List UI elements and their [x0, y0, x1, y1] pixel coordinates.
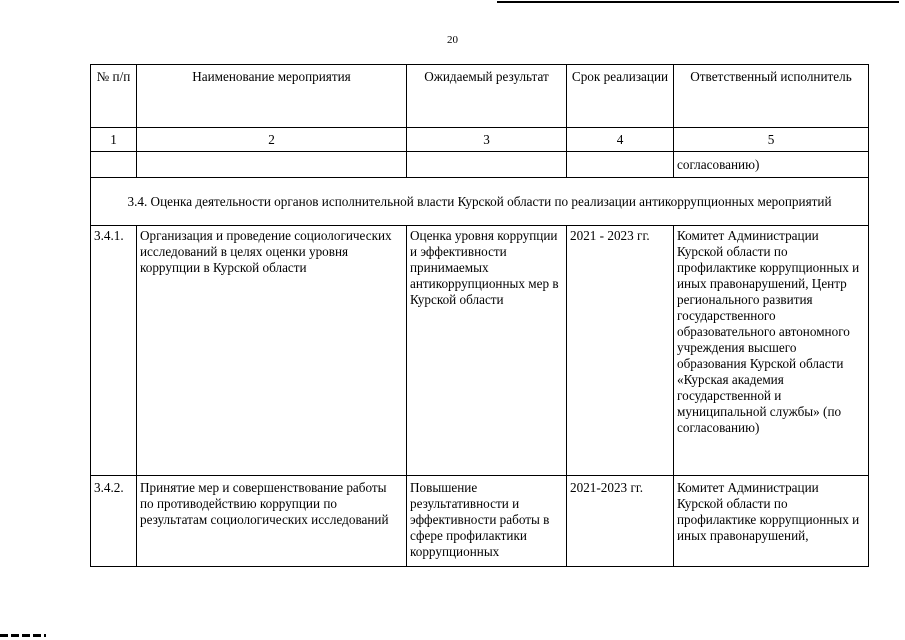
column-numbers-row — [91, 128, 869, 152]
empty-cell — [91, 152, 137, 178]
column-number: 3 — [407, 128, 567, 152]
header-result: Ожидаемый результат — [407, 65, 567, 128]
deadline: 2021-2023 гг. — [567, 476, 674, 567]
header-deadline: Срок реализации — [567, 65, 674, 128]
section-row — [91, 178, 869, 226]
section-title: 3.4. Оценка деятельности органов исполнительной власти Курской области по реализации антикоррупционных мероприятий — [91, 178, 869, 226]
header-name: Наименование мероприятия — [137, 65, 407, 128]
header-num: № п/п — [91, 65, 137, 128]
column-number: 4 — [567, 128, 674, 152]
page-number: 20 — [447, 34, 458, 46]
responsible-executor: Комитет Администрации Курской области по профилактике коррупционных и иных правонарушений, Центр регионального развития государственного образовательного автономного учреждения высшего образования Курской области «Курская академия государственной и муниципальной службы» (по согласованию) — [674, 226, 869, 476]
row-number: 3.4.1. — [91, 226, 137, 476]
column-number: 5 — [674, 128, 869, 152]
empty-cell — [567, 152, 674, 178]
empty-cell — [407, 152, 567, 178]
table-header-row — [91, 65, 869, 128]
column-number: 2 — [137, 128, 407, 152]
responsible-executor: Комитет Администрации Курской области по профилактике коррупционных и иных правонарушений, — [674, 476, 869, 567]
row-number: 3.4.2. — [91, 476, 137, 567]
continuation-row — [91, 152, 869, 178]
measure-name: Организация и проведение социологических исследований в целях оценки уровня коррупции в Курской области — [137, 226, 407, 476]
continuation-text: согласованию) — [674, 152, 869, 178]
measures-table — [90, 64, 869, 567]
header-responsible: Ответственный исполнитель — [674, 65, 869, 128]
top-rule — [497, 1, 899, 3]
deadline: 2021 - 2023 гг. — [567, 226, 674, 476]
column-number: 1 — [91, 128, 137, 152]
measure-name: Принятие мер и совершенствование работы по противодействию коррупции по результатам социологических исследований — [137, 476, 407, 567]
expected-result: Оценка уровня коррупции и эффективности принимаемых антикоррупционных мер в Курской области — [407, 226, 567, 476]
table-row — [91, 226, 869, 476]
table-row — [91, 476, 869, 567]
bottom-edge-mark — [0, 634, 46, 637]
expected-result: Повышение результативности и эффективности работы в сфере профилактики коррупционных — [407, 476, 567, 567]
empty-cell — [137, 152, 407, 178]
